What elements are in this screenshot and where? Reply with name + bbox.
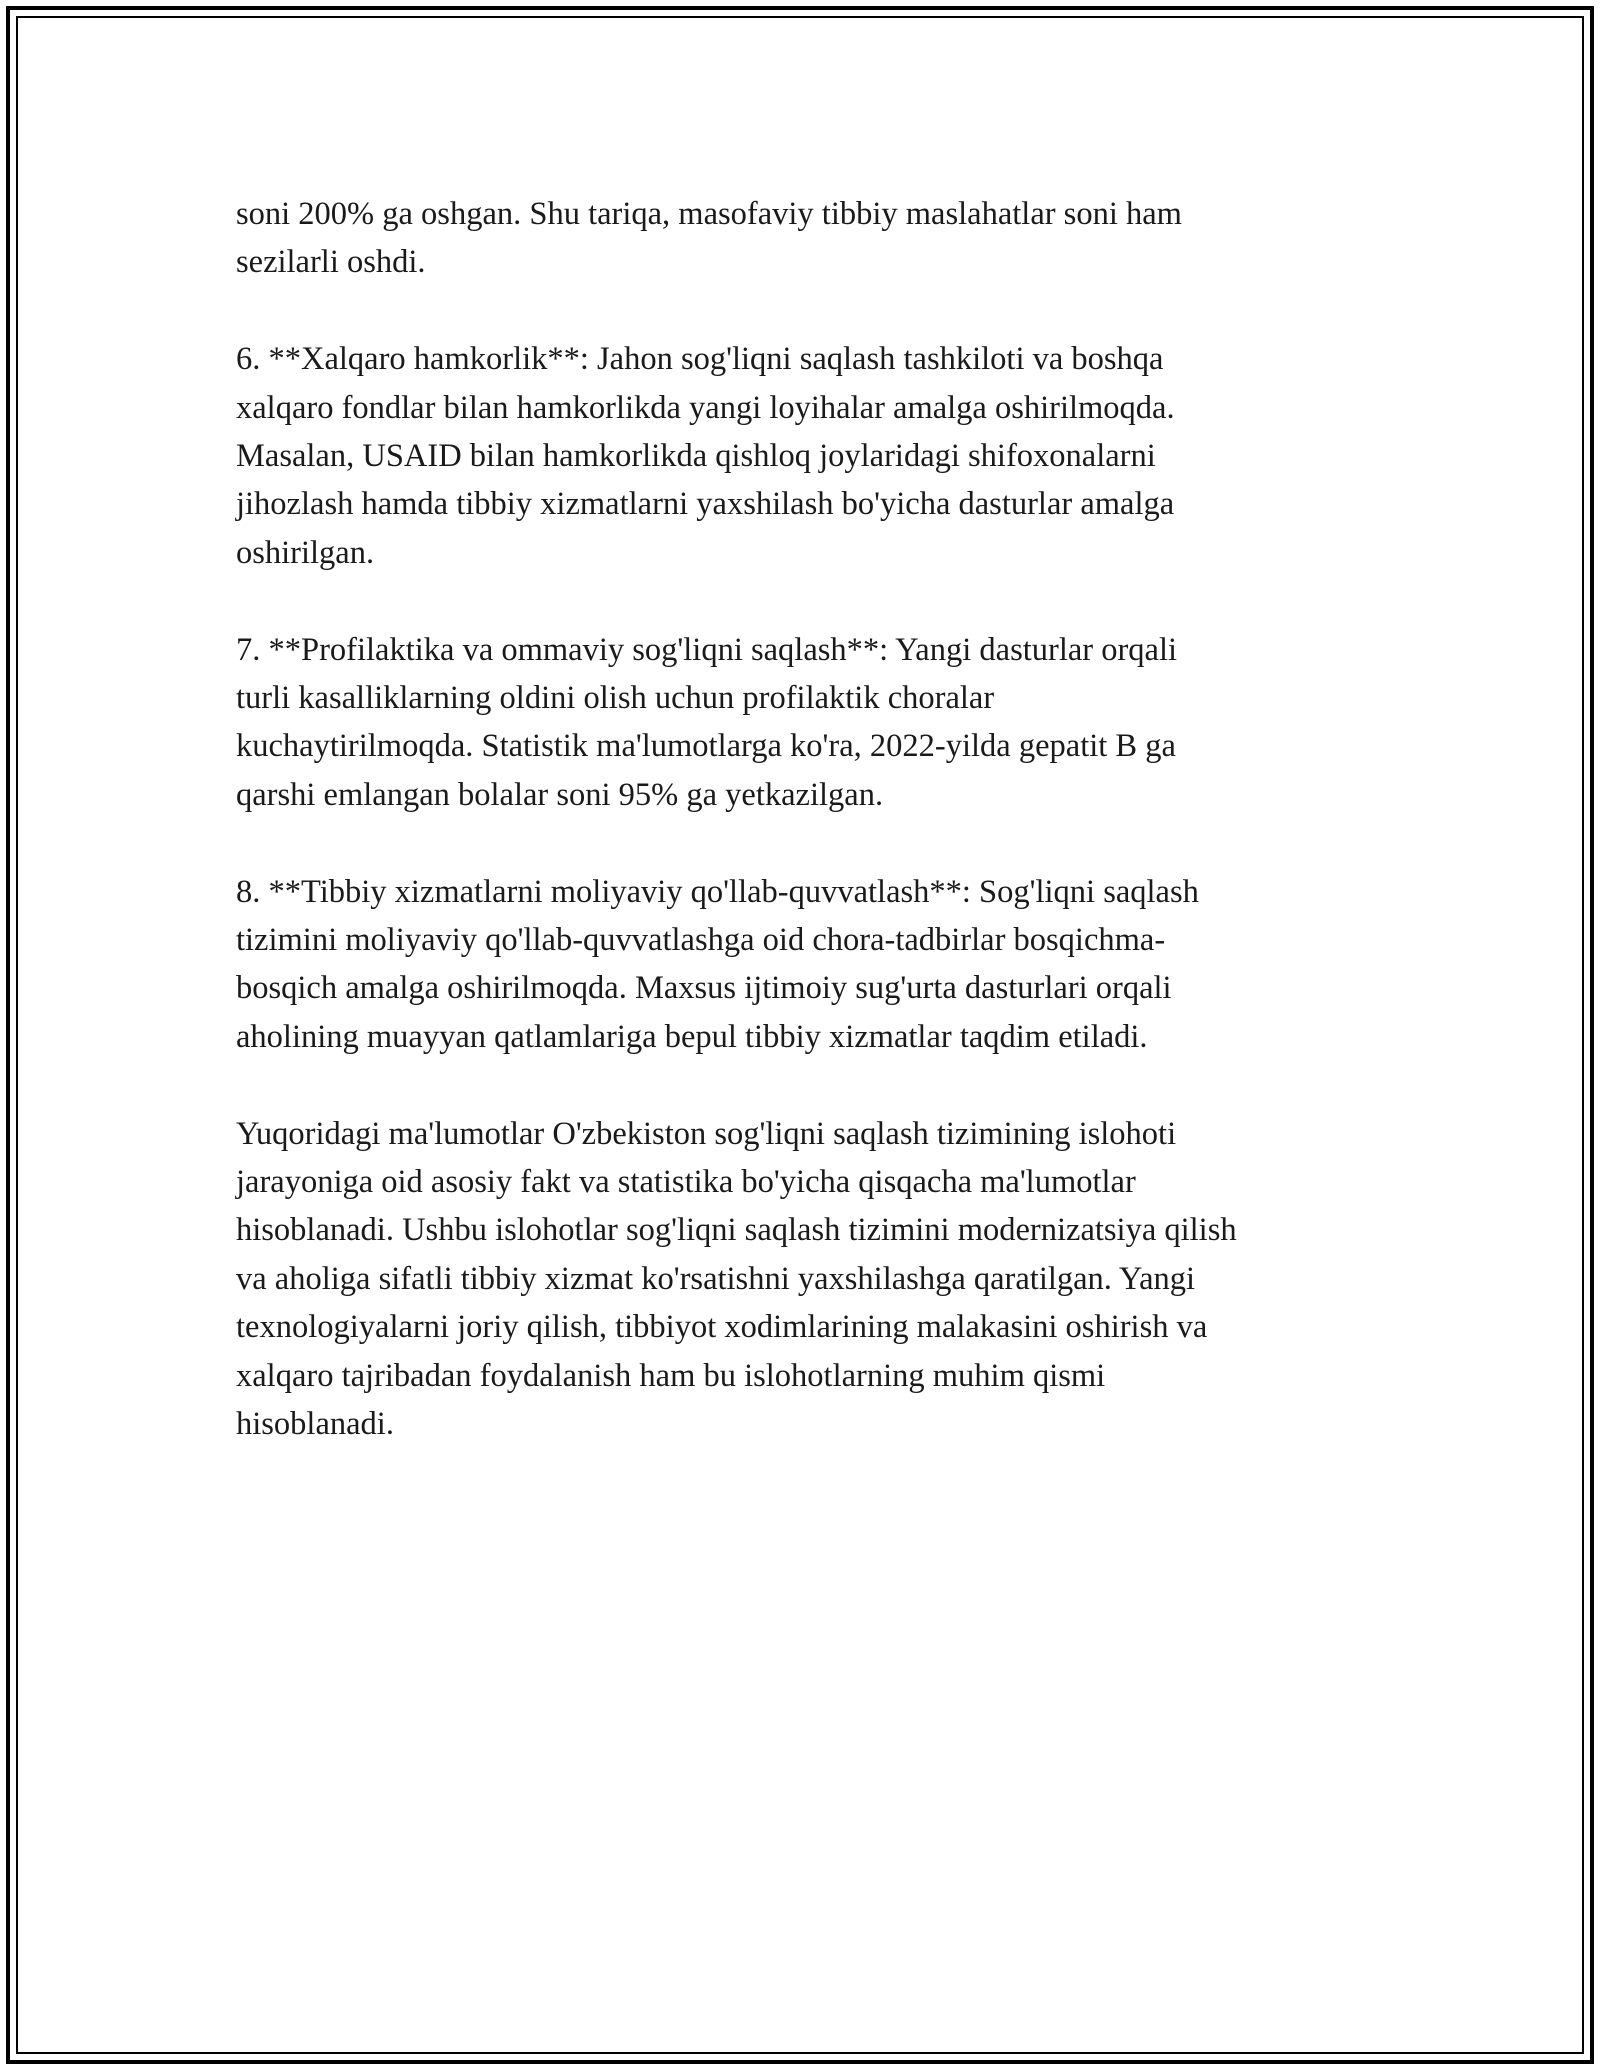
paragraph-international-cooperation bbox=[236, 335, 1376, 577]
paragraph-telemedicine-continuation bbox=[236, 190, 1376, 287]
text-line: kuchaytirilmoqda. Statistik ma'lumotlarga ko'ra, 2022-yilda gepatit B ga bbox=[236, 728, 1176, 765]
text-line: Yuqoridagi ma'lumotlar O'zbekiston sog'liqni saqlash tizimining islohoti bbox=[236, 1115, 1177, 1152]
text-line: sezilarli oshdi. bbox=[236, 244, 426, 281]
text-line: oshirilgan. bbox=[236, 534, 375, 571]
document-body bbox=[236, 190, 1376, 1497]
text-line: hisoblanadi. bbox=[236, 1406, 394, 1443]
text-line: xalqaro tajribadan foydalanish ham bu islohotlarning muhim qismi bbox=[236, 1357, 1106, 1394]
paragraph-conclusion bbox=[236, 1110, 1376, 1449]
text-line: soni 200% ga oshgan. Shu tariqa, masofaviy tibbiy maslahatlar soni ham bbox=[236, 196, 1182, 232]
text-line: jihozlash hamda tibbiy xizmatlarni yaxshilash bo'yicha dasturlar amalga bbox=[236, 486, 1175, 523]
paragraph-prevention bbox=[236, 626, 1376, 820]
text-line: turli kasalliklarning oldini olish uchun profilaktik choralar bbox=[236, 680, 995, 717]
text-line: xalqaro fondlar bilan hamkorlikda yangi loyihalar amalga oshirilmoqda. bbox=[236, 389, 1175, 426]
text-line: Masalan, USAID bilan hamkorlikda qishloq joylaridagi shifoxonalarni bbox=[236, 438, 1156, 475]
text-line: 6. **Xalqaro hamkorlik**: Jahon sog'liqni saqlash tashkiloti va boshqa bbox=[236, 341, 1164, 378]
text-line: jarayoniga oid asosiy fakt va statistika bo'yicha qisqacha ma'lumotlar bbox=[236, 1164, 1136, 1201]
paragraph-financial-support bbox=[236, 868, 1376, 1062]
text-line: hisoblanadi. Ushbu islohotlar sog'liqni saqlash tizimini modernizatsiya qilish bbox=[236, 1212, 1237, 1249]
text-line: bosqich amalga oshirilmoqda. Maxsus ijtimoiy sug'urta dasturlari orqali bbox=[236, 970, 1172, 1007]
text-line: tizimini moliyaviy qo'llab-quvvatlashga oid chora-tadbirlar bosqichma- bbox=[236, 922, 1166, 959]
text-line: texnologiyalarni joriy qilish, tibbiyot xodimlarining malakasini oshirish va bbox=[236, 1309, 1208, 1346]
text-line: va aholiga sifatli tibbiy xizmat ko'rsatishni yaxshilashga qaratilgan. Yangi bbox=[236, 1260, 1196, 1297]
text-line: aholining muayyan qatlamlariga bepul tibbiy xizmatlar taqdim etiladi. bbox=[236, 1018, 1148, 1055]
text-line: 7. **Profilaktika va ommaviy sog'liqni saqlash**: Yangi dasturlar orqali bbox=[236, 631, 1178, 668]
text-line: 8. **Tibbiy xizmatlarni moliyaviy qo'llab-quvvatlash**: Sog'liqni saqlash bbox=[236, 873, 1199, 910]
text-line: qarshi emlangan bolalar soni 95% ga yetkazilgan. bbox=[236, 776, 884, 813]
